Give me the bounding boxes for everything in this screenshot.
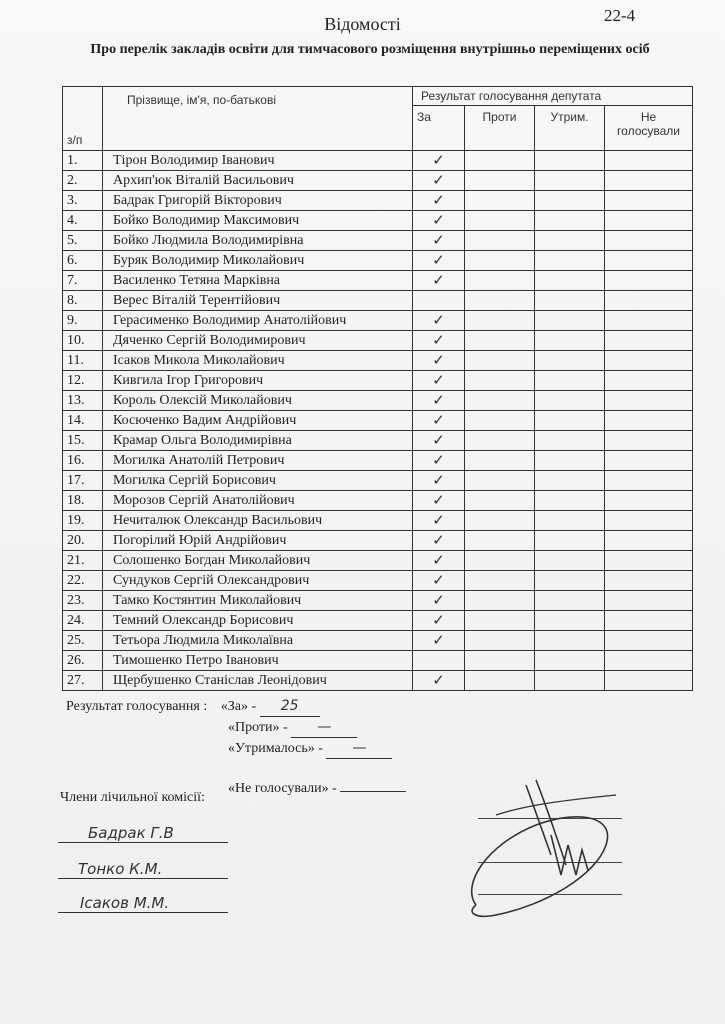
vote-against-cell	[465, 291, 535, 311]
vote-abstain-cell	[535, 451, 605, 471]
row-number: 4.	[63, 211, 103, 231]
vote-abstain-cell	[535, 511, 605, 531]
vote-novote-cell	[605, 251, 693, 271]
row-name: Кивгила Ігор Григорович	[103, 371, 413, 391]
vote-for-cell	[413, 251, 465, 271]
vote-for-cell	[413, 411, 465, 431]
vote-for-cell	[413, 231, 465, 251]
vote-against-cell	[465, 591, 535, 611]
vote-abstain-cell	[535, 671, 605, 691]
commission-member-2-name: Тонко К.М.	[78, 860, 163, 878]
vote-abstain-cell	[535, 411, 605, 431]
check-mark-icon: ✓	[432, 332, 445, 349]
row-name: Солошенко Богдан Миколайович	[103, 551, 413, 571]
results-block	[66, 696, 486, 799]
vote-against-cell	[465, 651, 535, 671]
vote-novote-cell	[605, 191, 693, 211]
check-mark-icon: ✓	[432, 472, 445, 489]
vote-against-cell	[465, 331, 535, 351]
vote-novote-cell	[605, 511, 693, 531]
handwritten-signature	[456, 775, 636, 925]
vote-abstain-cell	[535, 631, 605, 651]
vote-novote-cell	[605, 291, 693, 311]
check-mark-icon: ✓	[432, 152, 445, 169]
header-number: з/п	[63, 87, 103, 151]
row-name: Щербушенко Станіслав Леонідович	[103, 671, 413, 691]
commission-member-3	[58, 886, 228, 913]
vote-against-cell	[465, 611, 535, 631]
table-row	[63, 551, 693, 571]
vote-for-cell	[413, 351, 465, 371]
vote-for-cell	[413, 171, 465, 191]
table-row	[63, 511, 693, 531]
vote-against-cell	[465, 511, 535, 531]
row-number: 22.	[63, 571, 103, 591]
row-name: Погорілий Юрій Андрійович	[103, 531, 413, 551]
table-row	[63, 191, 693, 211]
row-name: Сундуков Сергій Олександрович	[103, 571, 413, 591]
against-label: «Проти» -	[228, 720, 288, 735]
table-row	[63, 311, 693, 331]
for-label: «За» -	[220, 699, 257, 714]
row-number: 12.	[63, 371, 103, 391]
check-mark-icon: ✓	[432, 312, 445, 329]
row-number: 21.	[63, 551, 103, 571]
check-mark-icon: ✓	[432, 412, 445, 429]
table-row	[63, 471, 693, 491]
header-against: Проти	[465, 106, 535, 151]
vote-for-cell	[413, 271, 465, 291]
vote-against-cell	[465, 571, 535, 591]
vote-novote-cell	[605, 151, 693, 171]
row-name: Тетьора Людмила Миколаївна	[103, 631, 413, 651]
vote-abstain-cell	[535, 651, 605, 671]
table-row	[63, 631, 693, 651]
vote-for-cell	[413, 611, 465, 631]
vote-abstain-cell	[535, 531, 605, 551]
vote-novote-cell	[605, 651, 693, 671]
vote-for-cell	[413, 631, 465, 651]
row-number: 13.	[63, 391, 103, 411]
row-name: Морозов Сергій Анатолійович	[103, 491, 413, 511]
row-name: Тірон Володимир Іванович	[103, 151, 413, 171]
vote-abstain-cell	[535, 151, 605, 171]
header-name: Прізвище, ім'я, по-батькові	[103, 87, 413, 151]
row-number: 17.	[63, 471, 103, 491]
vote-for-cell	[413, 471, 465, 491]
vote-novote-cell	[605, 431, 693, 451]
vote-novote-cell	[605, 311, 693, 331]
vote-for-cell	[413, 671, 465, 691]
row-name: Косюченко Вадим Андрійович	[103, 411, 413, 431]
row-number: 9.	[63, 311, 103, 331]
check-mark-icon: ✓	[432, 452, 445, 469]
vote-novote-cell	[605, 611, 693, 631]
document-number: 22-4	[604, 6, 636, 25]
row-name: Темний Олександр Борисович	[103, 611, 413, 631]
for-value: 25	[260, 696, 320, 717]
vote-abstain-cell	[535, 231, 605, 251]
row-name: Тамко Костянтин Миколайович	[103, 591, 413, 611]
row-number: 24.	[63, 611, 103, 631]
vote-against-cell	[465, 191, 535, 211]
row-name: Верес Віталій Терентійович	[103, 291, 413, 311]
vote-abstain-cell	[535, 591, 605, 611]
vote-novote-cell	[605, 211, 693, 231]
row-number: 25.	[63, 631, 103, 651]
table-row	[63, 351, 693, 371]
row-number: 10.	[63, 331, 103, 351]
vote-for-cell	[413, 451, 465, 471]
vote-abstain-cell	[535, 611, 605, 631]
row-name: Герасименко Володимир Анатолійович	[103, 311, 413, 331]
row-number: 14.	[63, 411, 103, 431]
table-row	[63, 491, 693, 511]
vote-novote-cell	[605, 331, 693, 351]
vote-abstain-cell	[535, 251, 605, 271]
table-row	[63, 411, 693, 431]
vote-against-cell	[465, 311, 535, 331]
check-mark-icon: ✓	[432, 212, 445, 229]
abstain-value: —	[326, 738, 392, 759]
header-abstain: Утрим.	[535, 106, 605, 151]
row-number: 3.	[63, 191, 103, 211]
vote-abstain-cell	[535, 191, 605, 211]
vote-for-cell	[413, 511, 465, 531]
vote-abstain-cell	[535, 371, 605, 391]
vote-for-cell	[413, 591, 465, 611]
check-mark-icon: ✓	[432, 632, 445, 649]
vote-against-cell	[465, 631, 535, 651]
table-row	[63, 251, 693, 271]
row-number: 26.	[63, 651, 103, 671]
vote-abstain-cell	[535, 571, 605, 591]
commission-member-1	[58, 816, 228, 843]
commission-member-1-name: Бадрак Г.В	[88, 824, 174, 842]
row-number: 15.	[63, 431, 103, 451]
vote-novote-cell	[605, 411, 693, 431]
row-number: 27.	[63, 671, 103, 691]
vote-against-cell	[465, 371, 535, 391]
vote-abstain-cell	[535, 331, 605, 351]
vote-against-cell	[465, 231, 535, 251]
vote-for-cell	[413, 191, 465, 211]
row-name: Василенко Тетяна Марківна	[103, 271, 413, 291]
vote-against-cell	[465, 491, 535, 511]
vote-novote-cell	[605, 451, 693, 471]
commission-title: Члени лічильної комісії:	[60, 790, 205, 805]
row-name: Дяченко Сергій Володимирович	[103, 331, 413, 351]
table-row	[63, 371, 693, 391]
vote-novote-cell	[605, 171, 693, 191]
check-mark-icon: ✓	[432, 272, 445, 289]
row-name: Могилка Сергій Борисович	[103, 471, 413, 491]
vote-abstain-cell	[535, 291, 605, 311]
vote-for-cell	[413, 151, 465, 171]
vote-for-cell	[413, 491, 465, 511]
row-name: Тимошенко Петро Іванович	[103, 651, 413, 671]
vote-against-cell	[465, 151, 535, 171]
vote-abstain-cell	[535, 351, 605, 371]
vote-novote-cell	[605, 531, 693, 551]
vote-against-cell	[465, 351, 535, 371]
check-mark-icon: ✓	[432, 172, 445, 189]
row-name: Король Олексій Миколайович	[103, 391, 413, 411]
vote-novote-cell	[605, 631, 693, 651]
vote-abstain-cell	[535, 471, 605, 491]
table-row	[63, 231, 693, 251]
vote-novote-cell	[605, 551, 693, 571]
results-abstain-row	[66, 738, 486, 759]
table-row	[63, 451, 693, 471]
against-value: —	[291, 717, 357, 738]
results-for-row	[66, 696, 486, 717]
table-row	[63, 431, 693, 451]
vote-novote-cell	[605, 591, 693, 611]
vote-novote-cell	[605, 471, 693, 491]
vote-for-cell	[413, 391, 465, 411]
check-mark-icon: ✓	[432, 592, 445, 609]
row-number: 2.	[63, 171, 103, 191]
novote-value	[340, 791, 406, 792]
check-mark-icon: ✓	[432, 492, 445, 509]
vote-novote-cell	[605, 371, 693, 391]
results-against-row	[66, 717, 486, 738]
row-name: Нечиталюк Олександр Васильович	[103, 511, 413, 531]
vote-abstain-cell	[535, 171, 605, 191]
table-row	[63, 391, 693, 411]
table-row	[63, 291, 693, 311]
vote-abstain-cell	[535, 211, 605, 231]
table-row	[63, 611, 693, 631]
vote-abstain-cell	[535, 311, 605, 331]
row-name: Бойко Людмила Володимирівна	[103, 231, 413, 251]
vote-for-cell	[413, 551, 465, 571]
vote-against-cell	[465, 271, 535, 291]
vote-for-cell	[413, 651, 465, 671]
vote-for-cell	[413, 291, 465, 311]
table-row	[63, 671, 693, 691]
row-name: Архип'юк Віталій Васильович	[103, 171, 413, 191]
document-title: Відомості	[324, 14, 401, 34]
vote-abstain-cell	[535, 271, 605, 291]
vote-against-cell	[465, 671, 535, 691]
vote-for-cell	[413, 531, 465, 551]
commission-member-2	[58, 852, 228, 879]
check-mark-icon: ✓	[432, 552, 445, 569]
row-name: Крамар Ольга Володимирівна	[103, 431, 413, 451]
vote-abstain-cell	[535, 391, 605, 411]
check-mark-icon: ✓	[432, 372, 445, 389]
row-name: Могилка Анатолій Петрович	[103, 451, 413, 471]
vote-against-cell	[465, 411, 535, 431]
vote-novote-cell	[605, 671, 693, 691]
row-name: Буряк Володимир Миколайович	[103, 251, 413, 271]
vote-against-cell	[465, 531, 535, 551]
row-number: 23.	[63, 591, 103, 611]
vote-novote-cell	[605, 571, 693, 591]
vote-against-cell	[465, 171, 535, 191]
table-row	[63, 211, 693, 231]
vote-abstain-cell	[535, 431, 605, 451]
row-number: 1.	[63, 151, 103, 171]
row-number: 8.	[63, 291, 103, 311]
row-number: 6.	[63, 251, 103, 271]
check-mark-icon: ✓	[432, 192, 445, 209]
results-label: Результат голосування :	[66, 699, 208, 714]
table-row	[63, 531, 693, 551]
row-name: Бойко Володимир Максимович	[103, 211, 413, 231]
vote-against-cell	[465, 211, 535, 231]
check-mark-icon: ✓	[432, 672, 445, 689]
row-number: 18.	[63, 491, 103, 511]
vote-novote-cell	[605, 391, 693, 411]
row-number: 7.	[63, 271, 103, 291]
header-for: За	[413, 106, 465, 151]
vote-for-cell	[413, 371, 465, 391]
vote-against-cell	[465, 431, 535, 451]
vote-novote-cell	[605, 491, 693, 511]
table-row	[63, 271, 693, 291]
table-row	[63, 171, 693, 191]
row-number: 5.	[63, 231, 103, 251]
vote-against-cell	[465, 551, 535, 571]
vote-for-cell	[413, 571, 465, 591]
row-name: Бадрак Григорій Вікторович	[103, 191, 413, 211]
row-name: Ісаков Микола Миколайович	[103, 351, 413, 371]
check-mark-icon: ✓	[432, 572, 445, 589]
check-mark-icon: ✓	[432, 432, 445, 449]
vote-for-cell	[413, 331, 465, 351]
row-number: 19.	[63, 511, 103, 531]
voting-table	[62, 86, 693, 691]
vote-for-cell	[413, 431, 465, 451]
vote-against-cell	[465, 451, 535, 471]
document-subtitle: Про перелік закладів освіти для тимчасового розміщення внутрішньо переміщених осіб	[90, 42, 650, 57]
check-mark-icon: ✓	[432, 232, 445, 249]
vote-novote-cell	[605, 231, 693, 251]
novote-label: «Не голосували» -	[228, 781, 337, 796]
vote-abstain-cell	[535, 551, 605, 571]
table-row	[63, 591, 693, 611]
vote-against-cell	[465, 251, 535, 271]
check-mark-icon: ✓	[432, 252, 445, 269]
vote-novote-cell	[605, 271, 693, 291]
vote-for-cell	[413, 211, 465, 231]
vote-against-cell	[465, 391, 535, 411]
table-row	[63, 571, 693, 591]
commission-member-3-name: Ісаков М.М.	[80, 894, 170, 912]
header-vote-result: Результат голосування депутата	[413, 87, 693, 106]
check-mark-icon: ✓	[432, 352, 445, 369]
table-row	[63, 151, 693, 171]
abstain-label: «Утрималось» -	[228, 741, 323, 756]
check-mark-icon: ✓	[432, 612, 445, 629]
header-novote: Не голосували	[605, 106, 693, 151]
check-mark-icon: ✓	[432, 532, 445, 549]
table-row	[63, 651, 693, 671]
table-row	[63, 331, 693, 351]
row-number: 20.	[63, 531, 103, 551]
vote-against-cell	[465, 471, 535, 491]
row-number: 11.	[63, 351, 103, 371]
voting-rows	[63, 151, 693, 691]
row-number: 16.	[63, 451, 103, 471]
check-mark-icon: ✓	[432, 512, 445, 529]
vote-for-cell	[413, 311, 465, 331]
check-mark-icon: ✓	[432, 392, 445, 409]
vote-novote-cell	[605, 351, 693, 371]
vote-abstain-cell	[535, 491, 605, 511]
